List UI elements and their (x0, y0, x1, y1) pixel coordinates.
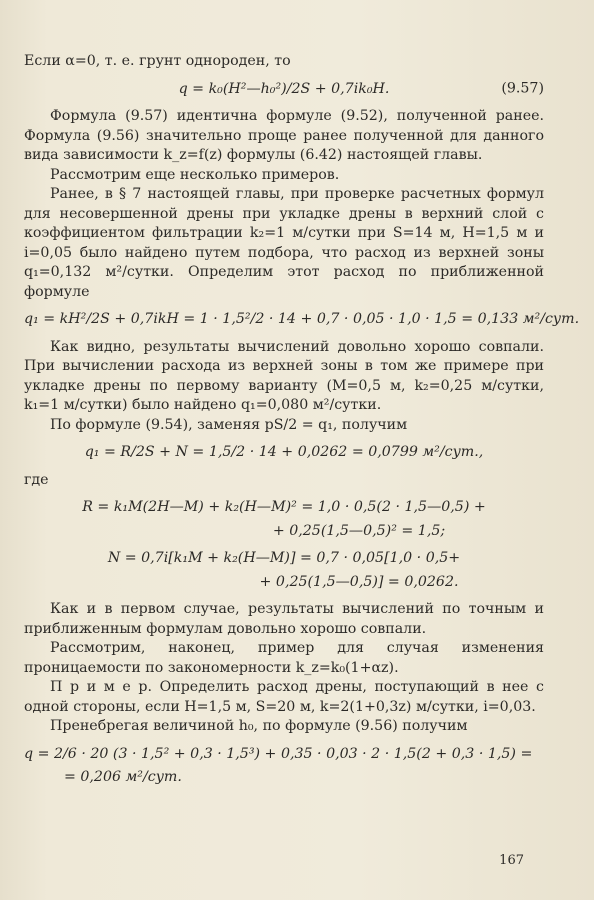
paragraph-2: Рассмотрим еще несколько примеров. (50, 166, 340, 183)
equation-N-line1-body: N = 0,7i[k₁M + k₂(H—M)] = 0,7 · 0,05[1,0 · 0,5+ (107, 550, 461, 566)
where-label: где (24, 471, 49, 488)
equation-R-line2-body: + 0,25(1,5—0,5)² = 1,5; (272, 522, 446, 539)
equation-N-line2-body: + 0,25(1,5—0,5)] = 0,0262. (259, 573, 459, 590)
paragraph-7: Рассмотрим, наконец, пример для случая изменения проницаемости по закономерности k_z=k₀(1+αz). (24, 640, 544, 676)
paragraph-3: Ранее, в § 7 настоящей главы, при проверке расчетных формул для несовершенной дрены при укладке дрены в верхний слой с коэффициентом фильтрации k₂=1 м/сутки при S=14 м, H=1,5 м и i=0,05 было найдено путем подбора, что расход из верхней зоны q₁=0,132 м²/сутки. Определим этот расход по приближенной формуле (24, 186, 544, 300)
equation-9-57-body: q = k₀(H²—h₀²)/2S + 0,7ik₀H. (178, 80, 390, 97)
paragraph-9: Пренебрегая величиной h₀, по формуле (9.56) получим (50, 718, 468, 734)
equation-q-line1 (24, 745, 544, 765)
equation-N-line1 (24, 549, 544, 569)
equation-N-line2 (24, 573, 544, 593)
equation-R-line1-body: R = k₁M(2H—M) + k₂(H—M)² = 1,0 · 0,5(2 · 1,5—0,5) + (82, 499, 486, 515)
paragraph-1: Формула (9.57) идентична формуле (9.52), полученной ранее. Формула (9.56) значительно проще ранее полученной для данного вида зависимости k_z=f(z) формулы (6.42) настоящей главы. (24, 108, 544, 163)
equation-q1-first-body: q₁ = kH²/2S + 0,7ikH = 1 · 1,5²/2 · 14 + 0,7 · 0,05 · 1,0 · 1,5 = 0,133 м²/сут. (24, 311, 580, 327)
page-number: 167 (499, 852, 524, 868)
paragraph-8: П р и м е р. Определить расход дрены, поступающий в нее с одной стороны, если H=1,5 м, S=20 м, k=2(1+0,3z) м/сутки, i=0,03. (24, 679, 544, 715)
equation-q1-second-body: q₁ = R/2S + N = 1,5/2 · 14 + 0,0262 = 0,0799 м²/сут., (84, 444, 484, 460)
paragraph-4: Как видно, результаты вычислений довольно хорошо совпали. При вычислении расхода из верхней зоны в том же примере при укладке дрены по первому варианту (M=0,5 м, k₂=0,25 м/сутки, k₁=1 м/сутки) было найдено q₁=0,080 м²/сутки. (24, 338, 544, 413)
equation-q-line2-body: = 0,206 м²/сут. (64, 769, 182, 785)
equation-number: (9.57) (501, 80, 544, 97)
paragraph-6: Как и в первом случае, результаты вычислений по точным и приближенным формулам довольно хорошо совпали. (24, 601, 544, 637)
equation-q1-first (24, 310, 580, 330)
equation-9-57 (24, 80, 544, 100)
equation-R-line1 (24, 498, 544, 518)
paragraph-5: По формуле (9.54), заменяя pS/2 = q₁, получим (50, 416, 408, 433)
intro-line: Если α=0, т. е. грунт однороден, то (24, 53, 291, 69)
equation-q-line2 (24, 768, 544, 788)
equation-q-line1-body: q = 2/6 · 20 (3 · 1,5² + 0,3 · 1,5³) + 0,35 · 0,03 · 2 · 1,5(2 + 0,3 · 1,5) = (24, 745, 533, 762)
equation-q1-second (24, 443, 544, 463)
equation-R-line2 (24, 522, 544, 542)
